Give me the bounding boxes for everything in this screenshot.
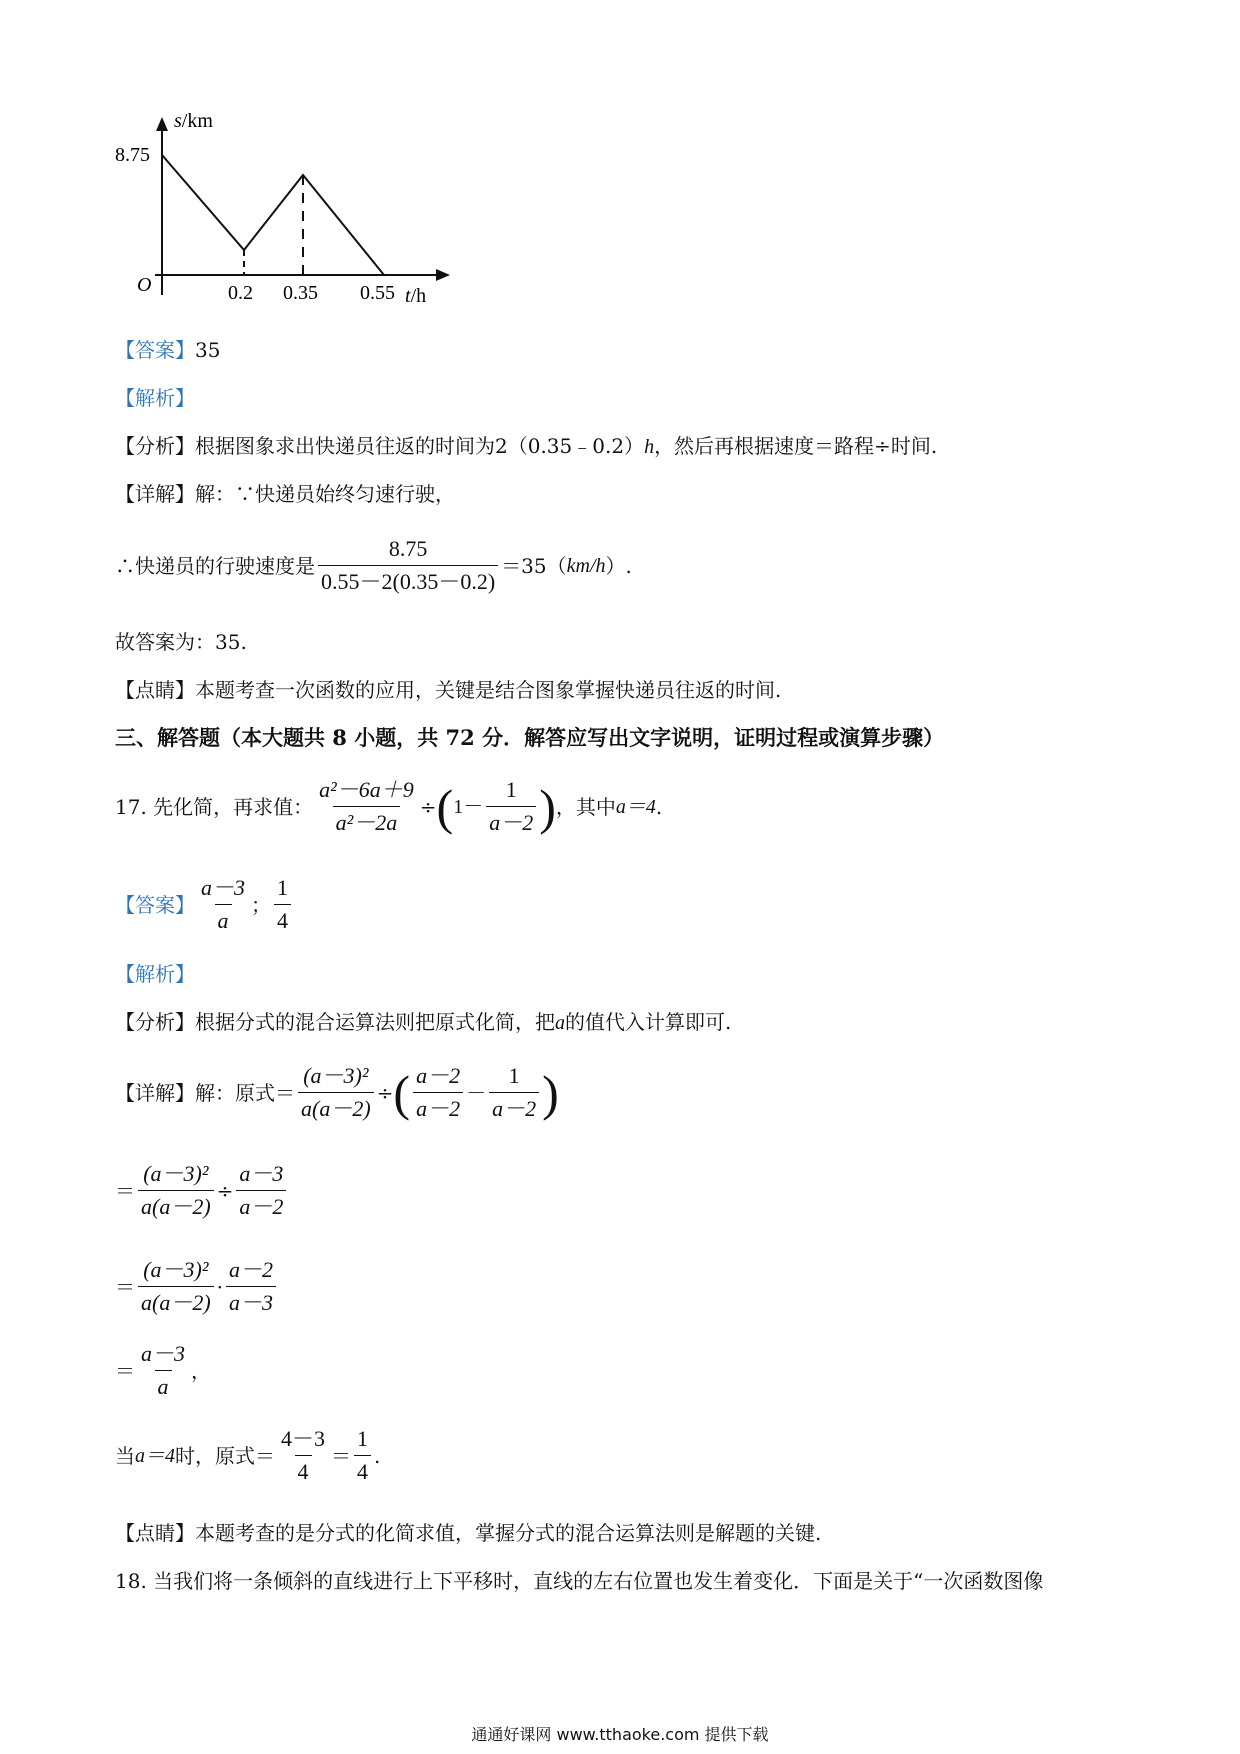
step2-eq: ＝ <box>115 1178 135 1203</box>
div-sign: ÷ <box>419 794 437 819</box>
xiangjie-prefix: 解：原式＝ <box>195 1080 295 1105</box>
q16-xiangjie <box>115 480 455 508</box>
step4-num: a－3 <box>141 1341 186 1366</box>
fenxi-tag: 【分析】 <box>115 1010 195 1034</box>
distance-time-graph <box>100 105 470 310</box>
q17-answer <box>115 874 294 935</box>
step1-frac2-den: a－2 <box>413 1092 463 1123</box>
condition-end: . <box>655 794 663 819</box>
step1-frac3-den: a－2 <box>489 1092 539 1123</box>
answer-fraction <box>198 874 248 935</box>
q17-step4 <box>115 1340 211 1401</box>
expr-num: a²－6a＋9 <box>319 777 414 802</box>
svg-text:t/h <box>405 285 426 307</box>
answer2-den: 4 <box>274 904 291 935</box>
y-axis-label-var: s <box>174 110 182 132</box>
x-tick-label: 0.2 <box>228 282 253 304</box>
q17-step1: 【详解】 解：原式＝ $\frac{\text{(a－3)²}}{a(a-2)}$ ÷ ( $\frac{a-2}{a-2}$ － $\frac{1}{a-2}$ ) <box>115 1063 559 1121</box>
q17-final <box>115 1425 380 1486</box>
analysis-tag: 【解析】 <box>115 386 195 410</box>
q18-number: 18. <box>115 1569 147 1593</box>
expr-den: a²－2a <box>333 806 401 837</box>
step1-frac3-num: 1 <box>508 1063 520 1088</box>
condition-prefix: ，其中 <box>555 794 616 819</box>
step2-num: (a－3)² <box>143 1161 209 1186</box>
inner-fraction <box>486 776 536 837</box>
step4-den: a <box>155 1370 172 1401</box>
answer2-num: 1 <box>277 875 289 900</box>
section-heading: 三、解答题（本大题共 8 小题，共 72 分．解答应写出文字说明，证明过程或演算步骤） <box>115 725 945 750</box>
speed-prefix: ∴快递员的行驶速度是 <box>115 553 315 578</box>
distance-line <box>162 155 384 275</box>
xiangjie-tag: 【详解】 <box>115 1080 195 1105</box>
speed-num: 8.75 <box>388 536 428 561</box>
speed-fraction: $\frac{8.75}{0.55-2(0.35-0.2)}$ <box>318 535 498 596</box>
step2-frac2-num: a－3 <box>239 1161 284 1186</box>
y-axis-label-unit: /km <box>181 110 213 132</box>
q18-question <box>115 1567 1043 1595</box>
final-num: 4－3 <box>281 1426 326 1451</box>
step3-num: (a－3)² <box>143 1257 209 1282</box>
q17-number: 17. <box>115 794 147 819</box>
step1-num: (a－3)² <box>303 1063 369 1088</box>
svg-text:s/km <box>174 110 213 132</box>
dot-sign: · <box>216 1274 224 1299</box>
answer2-fraction <box>274 874 291 935</box>
final-ans-den: 4 <box>354 1455 371 1486</box>
fenxi-text-b: ，然后再根据速度＝路程÷时间. <box>654 434 938 458</box>
inner-num: 1 <box>505 777 517 802</box>
origin-label: O <box>137 274 152 296</box>
step4-eq: ＝ <box>115 1358 135 1383</box>
q17-fenxi <box>115 1008 731 1037</box>
q16-answer <box>115 336 220 364</box>
step1-frac2-num: a－2 <box>416 1063 461 1088</box>
q17-expr-fraction <box>316 776 417 837</box>
final-mid: 时，原式＝ <box>175 1443 275 1468</box>
dianjing-tag: 【点睛】 <box>115 678 195 702</box>
xiangjie-text: 解：∵快递员始终匀速行驶， <box>195 482 455 506</box>
analysis-tag: 【解析】 <box>115 962 195 986</box>
q16-dianjing <box>115 676 781 704</box>
final-cond: a＝4 <box>135 1444 175 1467</box>
fenxi-var: a <box>555 1012 565 1034</box>
q18-text: 当我们将一条倾斜的直线进行上下平移时，直线的左右位置也发生着变化．下面是关于“一次函数图像 <box>153 1569 1044 1593</box>
x-axis-arrow <box>436 269 450 281</box>
final-den: 4 <box>295 1455 312 1486</box>
footer-text: 通通好课网 www.tthaoke.com 提供下载 <box>471 1725 769 1744</box>
speed-end: ）. <box>605 553 632 578</box>
final-eq: ＝ <box>331 1443 352 1468</box>
final-ans-num: 1 <box>357 1426 369 1451</box>
fenxi-text-b: 的值代入计算即可. <box>565 1010 732 1034</box>
speed-unit: km/h <box>566 554 606 577</box>
q17-prompt: 先化简，再求值： <box>153 794 314 819</box>
answer-sep: ； <box>251 892 272 917</box>
speed-den-a: 0.55－2 <box>321 569 393 594</box>
dianjing-text: 本题考查一次函数的应用，关键是结合图象掌握快递员往返的时间. <box>195 678 782 702</box>
x-tick-label: 0.35 <box>283 282 318 304</box>
step3-eq: ＝ <box>115 1274 135 1299</box>
fenxi-h: h <box>644 436 655 458</box>
xiangjie-tag: 【详解】 <box>115 482 195 506</box>
step3-frac2-num: a－2 <box>229 1257 274 1282</box>
step2-frac2-den: a－2 <box>236 1190 286 1221</box>
minus-sign: － <box>466 1080 487 1105</box>
step3-den: a(a－2) <box>138 1286 214 1317</box>
x-tick-label: 0.55 <box>360 282 395 304</box>
y-axis-arrow <box>156 117 168 131</box>
q16-fenxi <box>115 432 937 461</box>
step4-end: ， <box>191 1358 212 1383</box>
step2-den: a(a－2) <box>138 1190 214 1221</box>
fenxi-tag: 【分析】 <box>115 434 195 458</box>
y-tick-label: 8.75 <box>115 144 150 166</box>
answer-value: 35 <box>195 338 221 362</box>
step1-den: a(a－2) <box>298 1092 374 1123</box>
fenxi-text-a: 根据分式的混合运算法则把原式化简，把 <box>195 1010 555 1034</box>
dianjing-tag: 【点睛】 <box>115 1521 195 1545</box>
q17-question: 17. 先化简，再求值： $\frac{\text{a²－6a＋9}}{\text{a²－2a}}$ ÷ ( 1－ $\frac{1}{a-2}$ ) ，其中 a＝4 . <box>115 777 663 835</box>
x-axis-label-unit: /h <box>410 285 427 307</box>
q16-conclusion: 故答案为：35. <box>115 630 247 654</box>
final-end: . <box>374 1443 381 1468</box>
div-sign: ÷ <box>216 1178 234 1203</box>
x-axis-label-var: t <box>405 285 411 307</box>
final-prefix: 当 <box>115 1443 135 1468</box>
answer-tag: 【答案】 <box>115 338 195 362</box>
answer-num: a－3 <box>201 875 246 900</box>
answer-tag: 【答案】 <box>115 892 195 917</box>
q16-speed-line <box>115 535 632 596</box>
answer-den: a <box>215 904 232 935</box>
speed-den-b: 0.35－0.2 <box>399 569 488 594</box>
inner-den: a－2 <box>486 806 536 837</box>
fenxi-text-a: 根据图象求出快递员往返的时间为2（0.35﹣0.2） <box>195 434 645 458</box>
condition: a＝4 <box>615 795 656 818</box>
q17-step3 <box>115 1256 279 1317</box>
dianjing-text: 本题考查的是分式的化简求值，掌握分式的混合运算法则是解题的关键. <box>195 1521 822 1545</box>
step3-frac2-den: a－3 <box>226 1286 276 1317</box>
div-sign: ÷ <box>376 1080 394 1105</box>
one-minus: 1－ <box>453 795 484 818</box>
q17-dianjing <box>115 1519 821 1547</box>
q17-step2 <box>115 1160 289 1221</box>
speed-eq: ＝35（ <box>501 553 567 578</box>
